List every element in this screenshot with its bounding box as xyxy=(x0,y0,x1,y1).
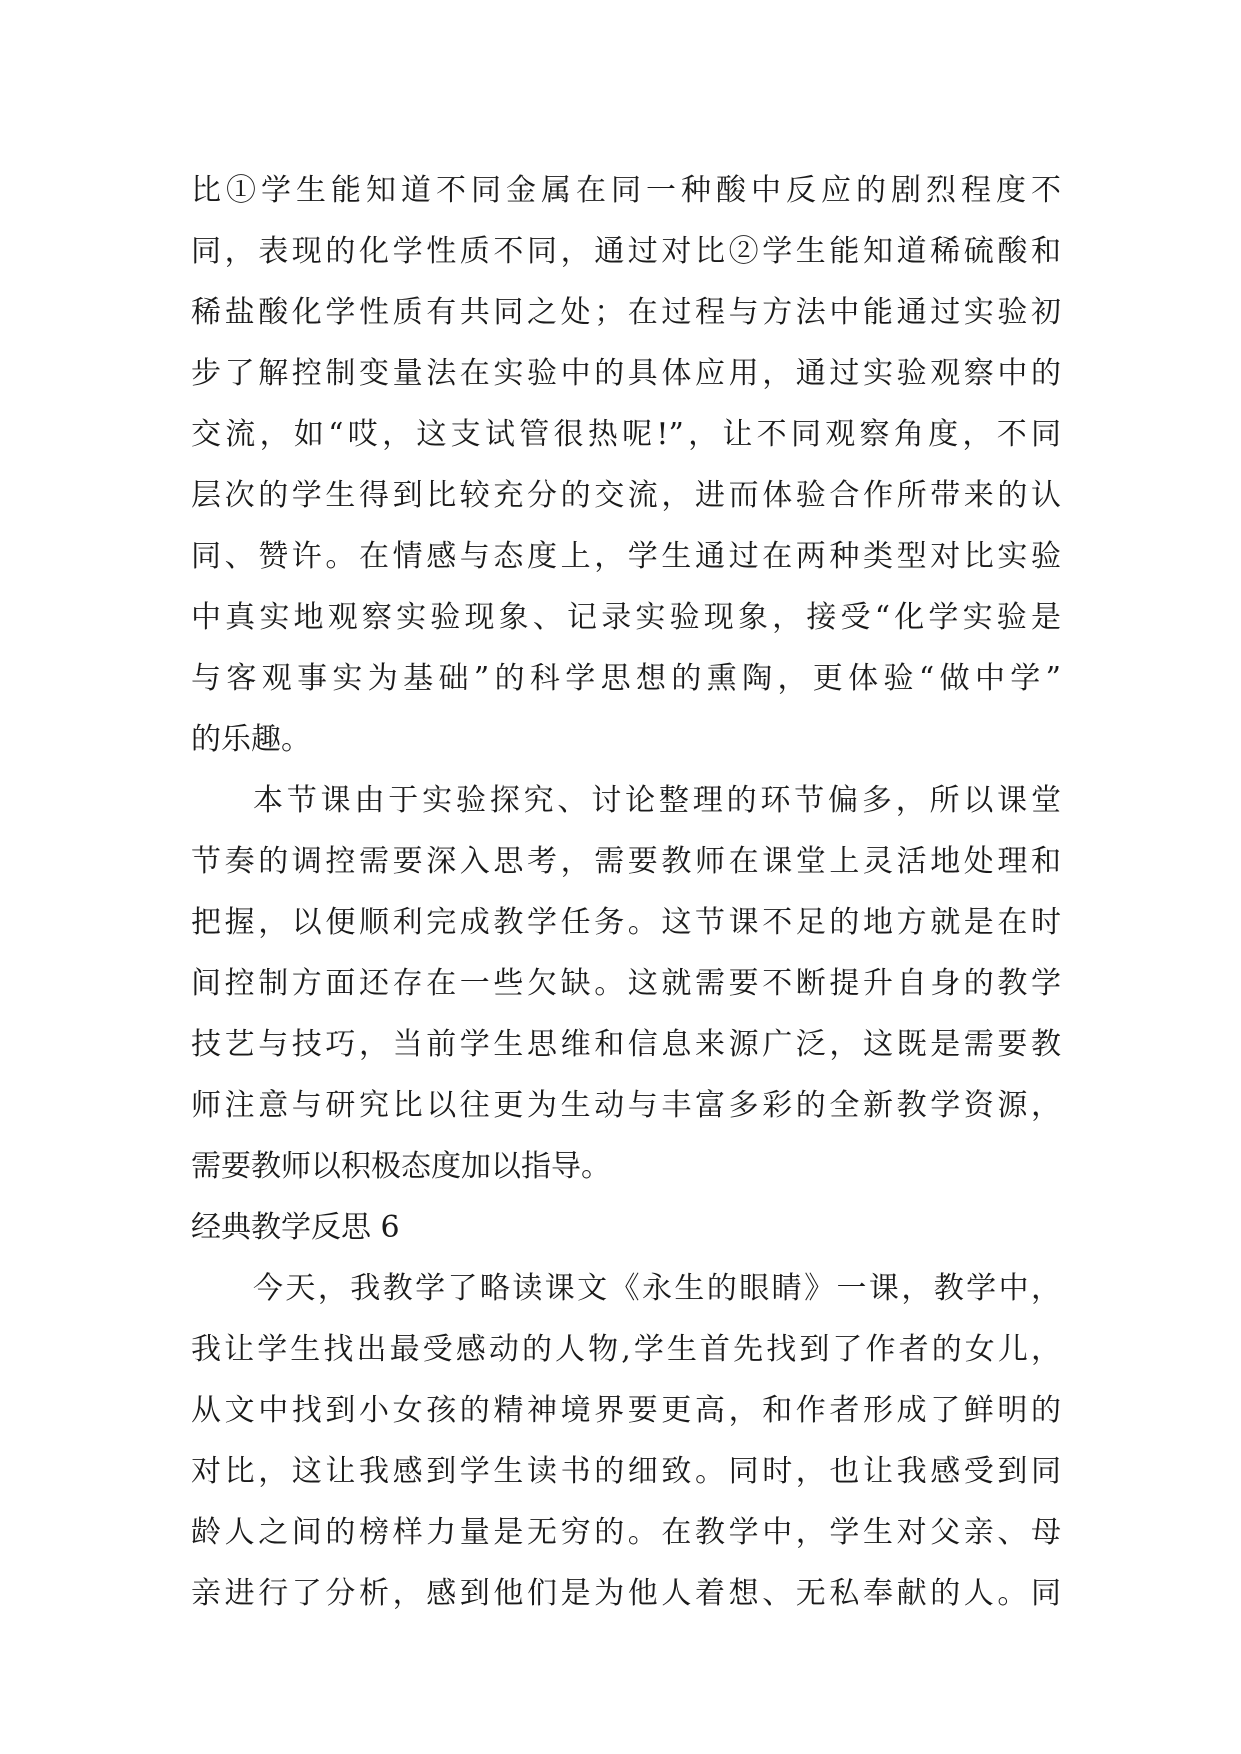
text-line: 技艺与技巧，当前学生思维和信息来源广泛，这既是需要教 xyxy=(191,1027,1061,1062)
section-heading: 经典教学反思 6 xyxy=(191,1210,400,1245)
text-line: 的乐趣。 xyxy=(191,722,311,757)
text-line: 同，表现的化学性质不同，通过对比②学生能知道稀硫酸和 xyxy=(191,234,1061,269)
paragraph-first-line: 本节课由于实验探究、讨论整理的环节偏多，所以课堂 xyxy=(253,783,1061,818)
text-line: 从文中找到小女孩的精神境界要更高，和作者形成了鲜明的 xyxy=(191,1393,1061,1428)
text-line: 交流，如“哎，这支试管很热呢!”，让不同观察角度，不同 xyxy=(191,417,1061,452)
document-body xyxy=(191,160,1061,1624)
text-line: 中真实地观察实验现象、记录实验现象，接受“化学实验是 xyxy=(191,600,1061,635)
text-line: 对比，这让我感到学生读书的细致。同时，也让我感受到同 xyxy=(191,1454,1061,1489)
text-line: 层次的学生得到比较充分的交流，进而体验合作所带来的认 xyxy=(191,478,1061,513)
text-line: 节奏的调控需要深入思考，需要教师在课堂上灵活地处理和 xyxy=(191,844,1061,879)
paragraph-first-line: 今天，我教学了略读课文《永生的眼睛》一课，教学中， xyxy=(253,1271,1061,1306)
text-line: 间控制方面还存在一些欠缺。这就需要不断提升自身的教学 xyxy=(191,966,1061,1001)
text-line: 需要教师以积极态度加以指导。 xyxy=(191,1149,611,1184)
text-line: 同、赞许。在情感与态度上，学生通过在两种类型对比实验 xyxy=(191,539,1061,574)
text-line: 稀盐酸化学性质有共同之处；在过程与方法中能通过实验初 xyxy=(191,295,1061,330)
text-line: 把握，以便顺利完成教学任务。这节课不足的地方就是在时 xyxy=(191,905,1061,940)
text-line: 师注意与研究比以往更为生动与丰富多彩的全新教学资源， xyxy=(191,1088,1061,1123)
text-line: 与客观事实为基础”的科学思想的熏陶，更体验“做中学” xyxy=(191,661,1061,696)
text-line: 我让学生找出最受感动的人物,学生首先找到了作者的女儿， xyxy=(191,1332,1061,1367)
text-line: 亲进行了分析，感到他们是为他人着想、无私奉献的人。同 xyxy=(191,1576,1061,1611)
text-line: 比①学生能知道不同金属在同一种酸中反应的剧烈程度不 xyxy=(191,173,1061,208)
text-line: 龄人之间的榜样力量是无穷的。在教学中，学生对父亲、母 xyxy=(191,1515,1061,1550)
text-line: 步了解控制变量法在实验中的具体应用，通过实验观察中的 xyxy=(191,356,1061,391)
